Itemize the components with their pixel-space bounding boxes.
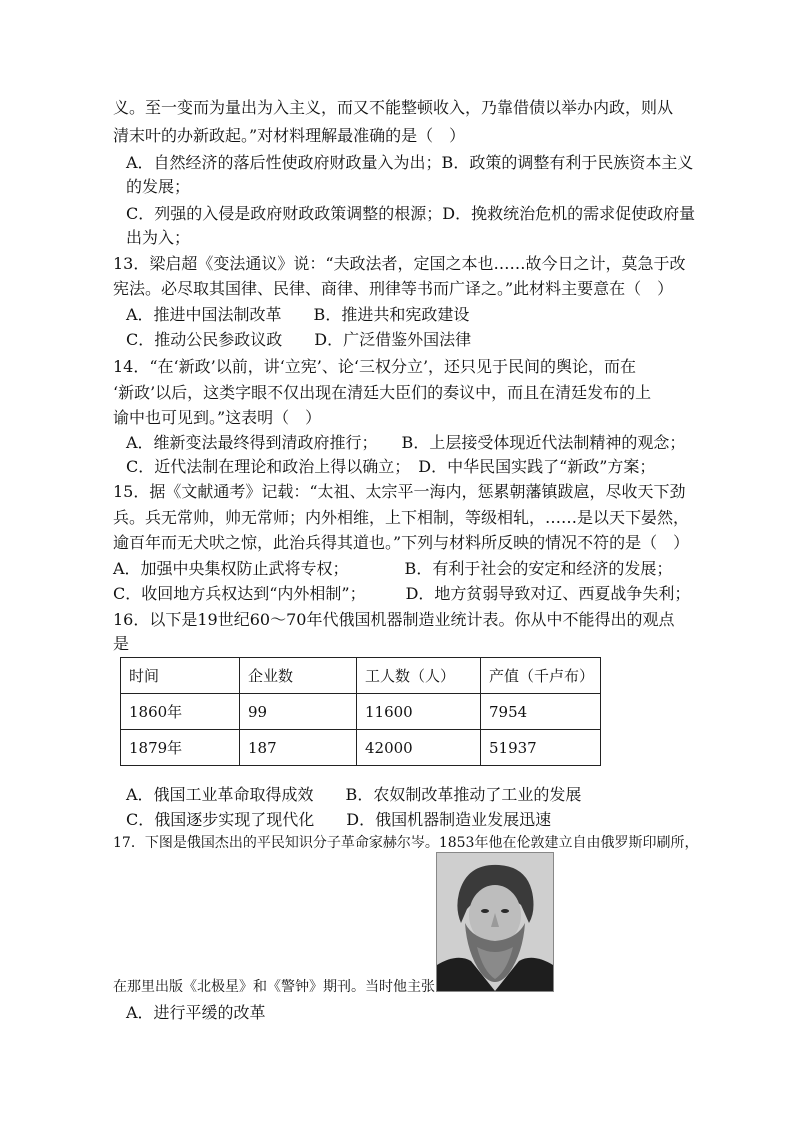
table-header-cell: 产值（千卢布） [481, 658, 601, 694]
q17-text-line-2: 在那里出版《北极星》和《警钟》期刊。当时他主张 [113, 979, 435, 995]
table-cell: 7954 [481, 694, 601, 730]
q17-option-a: A．进行平缓的改革 [126, 1003, 266, 1022]
q15-option-ab: A．加强中央集权防止武将专权； B．有利于社会的安定和经济的发展； [113, 559, 673, 578]
q12-option-d-cont: 出为入； [126, 228, 191, 247]
q14-text-line-2: ‘新政’以后，这类字眼不仅出现在清廷大臣们的奏议中，而且在清廷发布的上 [113, 383, 652, 402]
table-header-cell: 企业数 [240, 658, 357, 694]
table-cell: 1860年 [121, 694, 240, 730]
q16-text-line-1: 16．以下是19世纪60～70年代俄国机器制造业统计表。你从中不能得出的观点 [113, 610, 675, 629]
q14-text-line-3: 谕中也可见到。”这表明（ ） [113, 408, 322, 427]
table-cell: 11600 [357, 694, 481, 730]
q16-option-cd: C．俄国逐步实现了现代化 D．俄国机器制造业发展迅速 [126, 810, 552, 829]
q14-text-line-1: 14．“在‘新政’以前，讲‘立宪’、论‘三权分立’，还只见于民间的舆论，而在 [113, 357, 637, 376]
portrait-photo-icon [436, 852, 554, 992]
q13-text-line-1: 13．梁启超《变法通议》说：“夫政法者，定国之本也……故今日之计，莫急于改 [113, 254, 686, 273]
q12-text-line-1: 义。至一变而为量出为入主义，而又不能整顿收入，乃靠借债以举办内政，则从 [113, 98, 674, 117]
q14-option-ab: A．维新变法最终得到清政府推行； B．上层接受体现近代法制精神的观念； [126, 433, 686, 452]
table-cell: 1879年 [121, 730, 240, 766]
q15-text-line-2: 兵。兵无常帅，帅无常师；内外相维，上下相制，等级相轧，……是以天下晏然， [113, 508, 690, 527]
table-row [121, 730, 601, 766]
table-header-cell: 工人数（人） [357, 658, 481, 694]
q15-text-line-1: 15．据《文献通考》记载：“太祖、太宗平一海内，惩累朝藩镇跋扈，尽收天下劲 [113, 482, 686, 501]
table-header-row [121, 658, 601, 694]
table-cell: 99 [240, 694, 357, 730]
table-header-cell: 时间 [121, 658, 240, 694]
q16-option-ab: A．俄国工业革命取得成效 B．农奴制改革推动了工业的发展 [126, 785, 582, 804]
q13-option-cd: C．推动公民参政议政 D．广泛借鉴外国法律 [126, 330, 472, 349]
q14-option-cd: C．近代法制在理论和政治上得以确立； D．中华民国实践了“新政”方案； [126, 457, 656, 476]
q13-option-ab: A．推进中国法制改革 B．推进共和宪政建设 [126, 305, 470, 324]
q15-option-cd: C．收回地方兵权达到“内外相制”； D．地方贫弱导致对辽、西夏战争失利； [113, 584, 691, 603]
q17-text-line-1: 17．下图是俄国杰出的平民知识分子革命家赫尔岑。1853年他在伦敦建立自由俄罗斯印刷所， [113, 835, 699, 851]
q16-text-line-2: 是 [113, 634, 130, 653]
q12-option-ab: A．自然经济的落后性使政府财政量入为出；B．政策的调整有利于民族资本主义 [126, 153, 694, 172]
table-cell: 51937 [481, 730, 601, 766]
q15-text-line-3: 逾百年而无犬吠之惊，此治兵得其道也。”下列与材料所反映的情况不符的是（ ） [113, 533, 690, 552]
table-row [121, 694, 601, 730]
q12-option-cd: C．列强的入侵是政府财政政策调整的根源；D．挽救统治危机的需求促使政府量 [126, 204, 696, 223]
table-cell: 42000 [357, 730, 481, 766]
statistics-table [120, 657, 601, 766]
table-cell: 187 [240, 730, 357, 766]
q12-text-line-2: 清末叶的办新政起。”对材料理解最准确的是（ ） [113, 126, 466, 145]
q13-text-line-2: 宪法。必尽取其国律、民律、商律、刑律等书而广译之。”此材料主要意在（ ） [113, 279, 674, 298]
q12-option-b-cont: 的发展； [126, 177, 191, 196]
